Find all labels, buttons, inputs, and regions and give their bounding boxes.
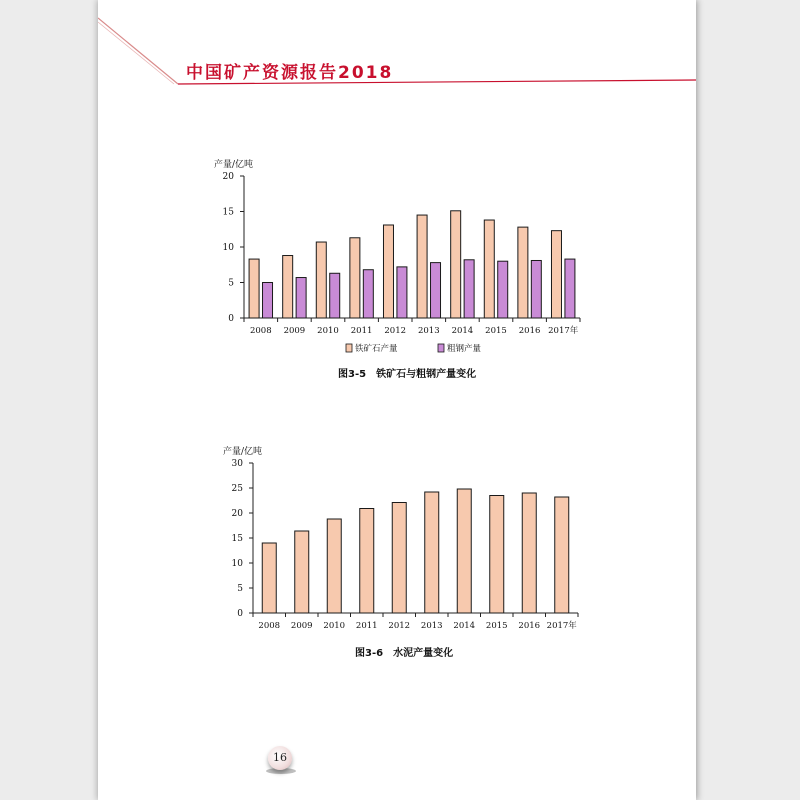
x-tick-label: 2015	[485, 621, 508, 631]
caption-text: 铁矿石与粗钢产量变化	[376, 369, 477, 380]
y-tick-label: 10	[222, 243, 234, 253]
report-title: 中国矿产资源报告2018	[186, 63, 394, 83]
x-tick-label: 2017年	[546, 621, 577, 631]
report-page	[98, 0, 696, 800]
x-tick-label: 2015	[485, 326, 507, 336]
figure-caption-3-6	[355, 644, 453, 659]
x-tick-label: 2012	[384, 326, 407, 336]
bar-series-2009	[295, 531, 309, 613]
bar-series-2011	[360, 509, 374, 614]
y-tick-label: 15	[231, 534, 243, 544]
page-number: 16	[268, 746, 292, 770]
bar-series-2012	[392, 503, 406, 614]
bar-series-2016	[522, 493, 536, 613]
x-tick-label: 2014	[453, 621, 476, 631]
y-axis-label: 产量/亿吨	[223, 447, 263, 457]
x-tick-label: 2009	[290, 621, 313, 631]
legend-label: 粗钢产量	[447, 344, 482, 354]
x-tick-label: 2011	[355, 621, 378, 631]
y-tick-label: 0	[237, 609, 243, 619]
y-tick-label: 0	[228, 314, 234, 324]
x-tick-label: 2008	[258, 621, 281, 631]
x-tick-label: 2010	[323, 621, 346, 631]
y-tick-label: 5	[228, 278, 234, 289]
bar-series-2015	[490, 496, 504, 614]
legend-label: 铁矿石产量	[355, 344, 398, 354]
x-tick-label: 2013	[420, 621, 443, 631]
x-tick-label: 2010	[317, 326, 339, 336]
bar-series-2013	[425, 492, 439, 613]
x-tick-label: 2012	[388, 621, 411, 631]
x-tick-label: 2011	[350, 326, 373, 336]
x-tick-label: 2013	[417, 326, 440, 336]
y-tick-label: 10	[231, 559, 243, 569]
x-tick-label: 2016	[518, 621, 541, 631]
x-tick-label: 2017年	[548, 326, 579, 336]
y-axis-label: 产量/亿吨	[214, 160, 254, 170]
caption-number: 图3-6	[355, 648, 384, 659]
y-tick-label: 20	[231, 509, 243, 519]
x-tick-label: 2014	[451, 326, 474, 336]
x-tick-label: 2016	[518, 326, 541, 336]
y-tick-label: 25	[231, 484, 243, 494]
caption-text: 水泥产量变化	[393, 648, 454, 659]
bar-series-2014	[457, 489, 471, 613]
bar-series-2010	[327, 519, 341, 613]
caption-number: 图3-5	[338, 369, 367, 380]
y-tick-label: 15	[222, 207, 234, 218]
bar-series-2008	[262, 543, 276, 613]
cement-chart	[98, 0, 696, 660]
y-tick-label: 30	[231, 459, 243, 469]
y-tick-label: 5	[237, 584, 243, 594]
x-tick-label: 2008	[249, 326, 272, 336]
bar-series-2017年	[555, 497, 569, 613]
y-tick-label: 20	[222, 172, 234, 182]
x-tick-label: 2009	[283, 326, 306, 336]
